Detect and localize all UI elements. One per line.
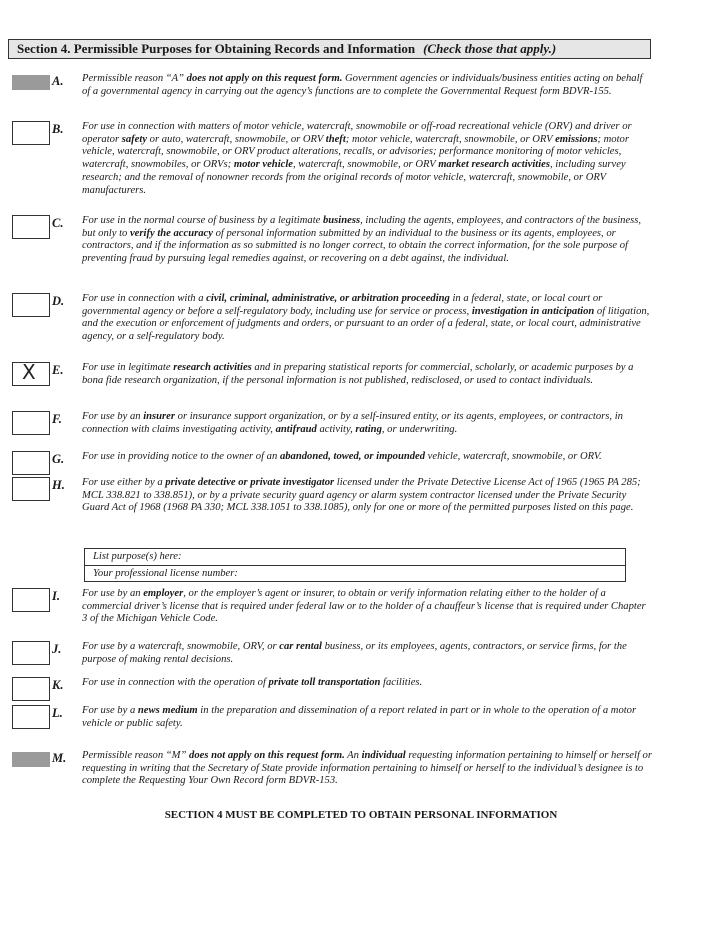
purpose-checkbox[interactable]: [12, 293, 50, 317]
purpose-text: For use by an employer, or the employer’s agent or insurer, to obtain or verify information relating either to the holder of a commercial driver’s license that is required under federal law or to the holder of a chauffeur’s license that is required under Chapter 3 of the Michigan Vehicle Code.: [82, 588, 646, 625]
purpose-checkbox[interactable]: [12, 588, 50, 612]
purpose-checkbox[interactable]: [12, 411, 50, 435]
purpose-letter: E.: [52, 363, 64, 377]
purpose-text: For use by an insurer or insurance support organization, or by a self-insured entity, or its agents, employees, or contractors, in connection with claims investigating activity, antifraud activity, rating, or underwriting.: [82, 411, 623, 435]
check-mark: X: [22, 360, 36, 384]
purpose-text: For use in connection with a civil, criminal, administrative, or arbitration proceeding in a federal, state, or local court or governmental agency or before a self-regulatory body, including use for service or process, investigation in anticipation of litigation, and the execution or enforcement of judgments and orders, or pursuant to an order of a federal, state, or local court, administrative agency, or a self-regulatory body.: [82, 293, 650, 343]
purpose-letter: C.: [52, 216, 64, 230]
purpose-text: For use in the normal course of business by a legitimate business, including the agents, employees, and contractors of the business, but only to verify the accuracy of personal information submitted by an individual to the business or its agents, employees, or contractors, and if the information as so submitted is no longer correct, to obtain the correct information, for the sole purpose of preventing fraud by pursuing legal remedies against, or recovering on a debt against, the individual.: [82, 215, 642, 265]
license-field[interactable]: Your professional license number:: [85, 565, 625, 582]
purpose-text: For use in connection with matters of motor vehicle, watercraft, snowmobile or off-road recreational vehicle (ORV) and driver or operator safety or auto, watercraft, snowmobile, or ORV theft; motor vehicle, watercraft, snowmobile, or ORV emissions; motor vehicle, watercraft, snowmobile, or ORV product alterations, recalls, or advisories; performance monitoring of motor vehicles, watercraft, snowmobiles, or ORVs; motor vehicle, watercraft, snowmobile, or ORV market research activities, including survey research; and the removal of nonowner records from the original records of motor vehicle, watercraft, snowmobile, or ORV manufacturers.: [82, 121, 632, 196]
purpose-checkbox[interactable]: [12, 121, 50, 145]
purpose-letter: A.: [52, 74, 64, 88]
purpose-checkbox[interactable]: [12, 215, 50, 239]
purpose-letter: I.: [52, 589, 60, 603]
purpose-letter: J.: [52, 642, 62, 656]
purpose-checkbox[interactable]: [12, 641, 50, 665]
purpose-text: For use by a watercraft, snowmobile, ORV, or car rental business, or its employees, agents, contractors, or service firms, for the purpose of making rental decisions.: [82, 641, 627, 665]
purpose-checkbox[interactable]: [12, 705, 50, 729]
section-header: [8, 39, 651, 59]
purpose-letter: D.: [52, 294, 65, 308]
purpose-checkbox[interactable]: [12, 362, 50, 386]
section-hint: (Check those that apply.): [423, 41, 557, 56]
purpose-field[interactable]: List purpose(s) here:: [93, 551, 182, 562]
footer-note: SECTION 4 MUST BE COMPLETED TO OBTAIN PERSONAL INFORMATION: [164, 809, 558, 821]
purpose-text: For use in legitimate research activities and in preparing statistical reports for commercial, scholarly, or academic purposes by a bona fide research organization, if the personal information is not published, redisclosed, or used to contact individuals.: [82, 362, 634, 386]
purpose-text: For use by a news medium in the preparation and dissemination of a report related in part or in whole to the operation of a motor vehicle or public safety.: [82, 705, 637, 729]
purpose-letter: M.: [52, 751, 67, 765]
purpose-letter: G.: [52, 452, 65, 466]
purpose-checkbox[interactable]: [12, 477, 50, 501]
not-applicable-box: [12, 75, 50, 90]
purpose-letter: H.: [52, 478, 65, 492]
h-fields-box: [84, 548, 626, 582]
purpose-text: Permissible reason “M” does not apply on this request form. An individual requesting information pertaining to himself or herself or requesting in writing that the Secretary of State provide information pertaining to himself or herself to the individual’s designee is to complete the Requesting Your Own Record form BDVR-153.: [82, 750, 652, 787]
purpose-text: Permissible reason “A” does not apply on this request form. Government agencies or individuals/business entities acting on behalf of a governmental agency in carrying out the agency’s functions are to complete the Governmental Request form BDVR-155.: [82, 73, 643, 97]
purpose-letter: F.: [52, 412, 62, 426]
purpose-text: For use in providing notice to the owner of an abandoned, towed, or impounded vehicle, watercraft, snowmobile, or ORV.: [82, 451, 602, 462]
section-title: Section 4. Permissible Purposes for Obtaining Records and Information: [17, 41, 416, 56]
purpose-checkbox[interactable]: [12, 677, 50, 701]
purpose-letter: B.: [52, 122, 64, 136]
not-applicable-box: [12, 752, 50, 767]
purpose-text: For use in connection with the operation of private toll transportation facilities.: [82, 677, 423, 688]
purpose-text: For use either by a private detective or private investigator licensed under the Private Detective License Act of 1965 (1965 PA 285; MCL 338.821 to 338.851), or by a private security guard agency or alarm system contractor licensed under the Private Security Guard Act of 1968 (1968 PA 330; MCL 338.1051 to 338.1085), only for one or more of the permitted purposes listed on this page.: [82, 477, 641, 514]
purpose-letter: K.: [52, 678, 64, 692]
purpose-checkbox[interactable]: [12, 451, 50, 475]
purpose-letter: L.: [52, 706, 63, 720]
